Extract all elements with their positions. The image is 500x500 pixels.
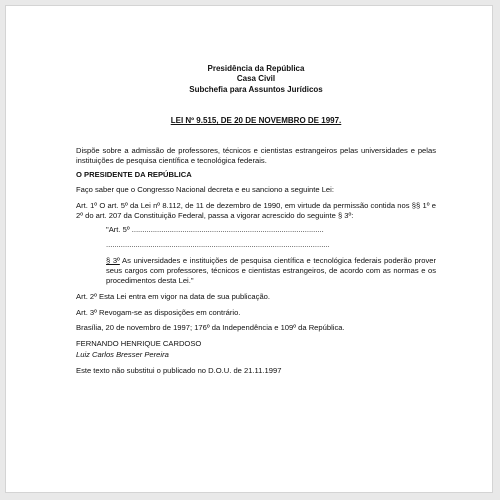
document-header [76, 64, 436, 95]
header-presidencia: Presidência da República [207, 64, 305, 73]
paragraph-3-text: As universidades e instituições de pesquisa científica e tecnológica federais poderão prover seus cargos com professores, técnicos e cientistas estrangeiros, de acordo com as normas e os procedimentos desta Lei." [106, 255, 436, 286]
document-page [5, 5, 493, 493]
president-heading: O PRESIDENTE DA REPÚBLICA [76, 170, 192, 180]
ementa-text: Dispõe sobre a admissão de professores, técnicos e cientistas estrangeiros pelas universidades e pelas instituições de pesquisa científica e tecnológica federais. [76, 145, 436, 166]
article-2: Art. 2º Esta Lei entra em vigor na data de sua publicação. [76, 291, 270, 301]
footer-note: Este texto não substitui o publicado no D.O.U. de 21.11.1997 [76, 365, 282, 375]
paragraph-3-link[interactable]: § 3º [106, 255, 120, 265]
article-1: Art. 1º O art. 5º da Lei nº 8.112, de 11 de dezembro de 1990, em virtude da permissão contida nos §§ 1º e 2º do art. 207 da Constituição Federal, passa a vigorar acrescido do seguinte § 3º: [76, 200, 436, 221]
signature-president: FERNANDO HENRIQUE CARDOSO [76, 339, 202, 349]
decree-text: Faço saber que o Congresso Nacional decreta e eu sanciono a seguinte Lei: [76, 184, 334, 194]
header-subchefia: Subchefia para Assuntos Jurídicos [189, 84, 323, 94]
header-casa-civil: Casa Civil [236, 74, 276, 84]
article-3: Art. 3º Revogam-se as disposições em contrário. [76, 307, 241, 317]
quote-art5: "Art. 5º ........................................................................................... [106, 225, 324, 235]
paragraph-3-quote [106, 256, 436, 287]
signature-minister: Luiz Carlos Bresser Pereira [76, 349, 169, 359]
document-body [76, 64, 436, 376]
quote-dots: .......................................................................................................... [106, 239, 330, 249]
law-title-link[interactable]: LEI Nº 9.515, DE 20 DE NOVEMBRO DE 1997. [170, 116, 342, 126]
date-line: Brasília, 20 de novembro de 1997; 176º da Independência e 109º da República. [76, 323, 345, 333]
